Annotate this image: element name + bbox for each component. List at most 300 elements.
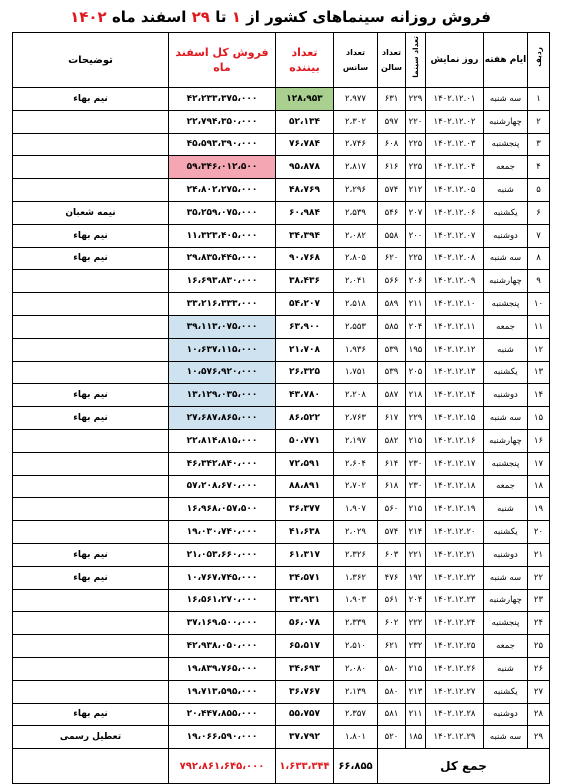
sales-cell: ۴۵،۵۹۳،۳۹۰،۰۰۰ <box>169 133 276 156</box>
sales-cell: ۱۳،۱۲۹،۰۳۵،۰۰۰ <box>169 384 276 407</box>
table-row <box>13 543 550 566</box>
row-number: ۲۱ <box>528 543 550 566</box>
halls-cell: ۶۰۳ <box>378 543 406 566</box>
header-halls: تعداد سالن <box>378 33 406 88</box>
row-number: ۱۸ <box>528 475 550 498</box>
header-row-no: ردیف <box>528 33 550 88</box>
sessions-cell: ۱،۸۰۱ <box>334 726 378 749</box>
sessions-cell: ۲،۲۹۶ <box>334 179 378 202</box>
sessions-cell: ۱،۹۳۶ <box>334 338 378 361</box>
halls-cell: ۶۱۷ <box>378 407 406 430</box>
sessions-cell: ۲،۷۶۳ <box>334 407 378 430</box>
date-cell: ۱۴۰۲.۱۲.۲۸ <box>426 703 484 726</box>
weekday-cell: شنبه <box>484 657 528 680</box>
sales-cell: ۴۲،۲۳۳،۳۷۵،۰۰۰ <box>169 88 276 111</box>
weekday-cell: چهارشنبه <box>484 589 528 612</box>
halls-cell: ۴۷۶ <box>378 566 406 589</box>
cinemas-cell: ۲۲۵ <box>406 133 426 156</box>
notes-cell <box>13 156 169 179</box>
sessions-cell: ۲،۵۱۸ <box>334 293 378 316</box>
viewers-cell: ۹۵،۸۷۸ <box>276 156 334 179</box>
header-date: روز نمایش <box>426 33 484 88</box>
viewers-cell: ۸۸،۸۹۱ <box>276 475 334 498</box>
sales-cell: ۱۰،۶۳۷،۱۱۵،۰۰۰ <box>169 338 276 361</box>
halls-cell: ۵۲۰ <box>378 726 406 749</box>
notes-cell: نیم بهاء <box>13 247 169 270</box>
sales-table <box>12 32 550 784</box>
cinemas-cell: ۲۲۵ <box>406 156 426 179</box>
cinemas-cell: ۲۰۷ <box>406 201 426 224</box>
sessions-cell: ۲،۷۰۲ <box>334 475 378 498</box>
weekday-cell: پنجشنبه <box>484 452 528 475</box>
weekday-cell: دوشنبه <box>484 384 528 407</box>
row-number: ۱۳ <box>528 361 550 384</box>
row-number: ۲۶ <box>528 657 550 680</box>
cinemas-cell: ۲۱۵ <box>406 498 426 521</box>
halls-cell: ۵۷۴ <box>378 521 406 544</box>
date-cell: ۱۴۰۲.۱۲.۱۰ <box>426 293 484 316</box>
sales-cell: ۲۴،۸۰۲،۲۷۵،۰۰۰ <box>169 179 276 202</box>
halls-cell: ۶۲۱ <box>378 635 406 658</box>
halls-cell: ۵۸۲ <box>378 429 406 452</box>
sales-cell: ۵۷،۲۰۸،۶۷۰،۰۰۰ <box>169 475 276 498</box>
weekday-cell: سه شنبه <box>484 247 528 270</box>
halls-cell: ۵۸۰ <box>378 680 406 703</box>
notes-cell <box>13 680 169 703</box>
halls-cell: ۵۶۰ <box>378 498 406 521</box>
notes-cell <box>13 315 169 338</box>
table-row <box>13 521 550 544</box>
sales-cell: ۲۹،۸۳۵،۴۴۵،۰۰۰ <box>169 247 276 270</box>
weekday-cell: جمعه <box>484 475 528 498</box>
date-cell: ۱۴۰۲.۱۲.۱۸ <box>426 475 484 498</box>
weekday-cell: جمعه <box>484 635 528 658</box>
weekday-cell: دوشنبه <box>484 543 528 566</box>
table-row <box>13 635 550 658</box>
weekday-cell: سه شنبه <box>484 726 528 749</box>
weekday-cell: چهارشنبه <box>484 429 528 452</box>
cinemas-cell: ۱۸۵ <box>406 726 426 749</box>
row-number: ۶ <box>528 201 550 224</box>
header-sessions: تعداد سانس <box>334 33 378 88</box>
sessions-cell: ۲،۶۰۴ <box>334 452 378 475</box>
sales-cell: ۱۰،۷۶۷،۷۴۵،۰۰۰ <box>169 566 276 589</box>
cinemas-cell: ۲۱۵ <box>406 429 426 452</box>
cinemas-cell: ۲۲۰ <box>406 110 426 133</box>
row-number: ۲۰ <box>528 521 550 544</box>
row-number: ۲۲ <box>528 566 550 589</box>
table-row <box>13 338 550 361</box>
notes-cell <box>13 361 169 384</box>
table-row <box>13 201 550 224</box>
viewers-cell: ۳۴،۶۹۳ <box>276 657 334 680</box>
date-cell: ۱۴۰۲.۱۲.۱۵ <box>426 407 484 430</box>
notes-cell: تعطیل رسمی <box>13 726 169 749</box>
sessions-cell: ۲،۷۴۶ <box>334 133 378 156</box>
cinemas-cell: ۲۲۹ <box>406 88 426 111</box>
viewers-cell: ۳۳،۹۳۱ <box>276 589 334 612</box>
weekday-cell: یکشنبه <box>484 521 528 544</box>
date-cell: ۱۴۰۲.۱۲.۱۳ <box>426 361 484 384</box>
title-to-day: ۲۹ <box>191 8 210 26</box>
date-cell: ۱۴۰۲.۱۲.۱۶ <box>426 429 484 452</box>
sessions-cell: ۲،۳۲۶ <box>334 543 378 566</box>
cinemas-cell: ۲۱۱ <box>406 293 426 316</box>
viewers-cell: ۹۰،۷۶۸ <box>276 247 334 270</box>
header-total-sales: فروش کل اسفند ماه <box>169 33 276 88</box>
sales-cell: ۱۶،۹۶۸،۰۵۷،۵۰۰ <box>169 498 276 521</box>
date-cell: ۱۴۰۲.۱۲.۱۷ <box>426 452 484 475</box>
sales-cell: ۱۹،۸۳۹،۷۶۵،۰۰۰ <box>169 657 276 680</box>
sales-cell: ۱۶،۶۹۳،۸۳۰،۰۰۰ <box>169 270 276 293</box>
cinemas-cell: ۲۳۲ <box>406 635 426 658</box>
sessions-cell: ۲،۸۰۵ <box>334 247 378 270</box>
halls-cell: ۶۲۰ <box>378 247 406 270</box>
cinemas-cell: ۲۱۱ <box>406 703 426 726</box>
notes-cell <box>13 338 169 361</box>
viewers-cell: ۳۸،۴۳۶ <box>276 270 334 293</box>
row-number: ۱۵ <box>528 407 550 430</box>
table-row <box>13 657 550 680</box>
weekday-cell: سه شنبه <box>484 88 528 111</box>
notes-cell: نیم بهاء <box>13 566 169 589</box>
halls-cell: ۵۸۷ <box>378 384 406 407</box>
weekday-cell: جمعه <box>484 156 528 179</box>
halls-cell: ۶۰۸ <box>378 133 406 156</box>
viewers-cell: ۶۰،۹۸۴ <box>276 201 334 224</box>
date-cell: ۱۴۰۲.۱۲.۲۰ <box>426 521 484 544</box>
date-cell: ۱۴۰۲.۱۲.۰۴ <box>426 156 484 179</box>
halls-cell: ۶۳۱ <box>378 88 406 111</box>
halls-cell: ۵۴۶ <box>378 201 406 224</box>
weekday-cell: پنجشنبه <box>484 293 528 316</box>
table-row <box>13 224 550 247</box>
notes-cell: نیم بهاء <box>13 88 169 111</box>
row-number: ۲۵ <box>528 635 550 658</box>
sales-cell: ۱۶،۵۶۱،۲۷۰،۰۰۰ <box>169 589 276 612</box>
notes-cell <box>13 612 169 635</box>
halls-cell: ۶۱۴ <box>378 452 406 475</box>
sessions-cell: ۱،۷۵۱ <box>334 361 378 384</box>
date-cell: ۱۴۰۲.۱۲.۲۳ <box>426 589 484 612</box>
notes-cell: نیم بهاء <box>13 407 169 430</box>
table-row <box>13 407 550 430</box>
sales-cell: ۳۹،۱۱۳،۰۷۵،۰۰۰ <box>169 315 276 338</box>
viewers-cell: ۳۷،۷۹۲ <box>276 726 334 749</box>
sales-cell: ۳۷،۱۶۹،۵۰۰،۰۰۰ <box>169 612 276 635</box>
notes-cell <box>13 179 169 202</box>
table-row <box>13 384 550 407</box>
viewers-cell: ۵۵،۷۵۷ <box>276 703 334 726</box>
viewers-cell: ۲۶،۳۲۵ <box>276 361 334 384</box>
weekday-cell: پنجشنبه <box>484 133 528 156</box>
row-number: ۷ <box>528 224 550 247</box>
sessions-cell: ۱،۳۶۲ <box>334 566 378 589</box>
date-cell: ۱۴۰۲.۱۲.۱۱ <box>426 315 484 338</box>
sales-cell: ۱۱،۳۲۳،۴۰۵،۰۰۰ <box>169 224 276 247</box>
header-row <box>13 33 550 88</box>
row-number: ۱۶ <box>528 429 550 452</box>
cinemas-cell: ۲۱۵ <box>406 657 426 680</box>
viewers-cell: ۶۳،۹۰۰ <box>276 315 334 338</box>
halls-cell: ۵۸۱ <box>378 703 406 726</box>
sessions-cell: ۲،۳۳۹ <box>334 612 378 635</box>
notes-cell: نیم بهاء <box>13 703 169 726</box>
halls-cell: ۵۸۹ <box>378 293 406 316</box>
viewers-cell: ۴۱،۶۳۸ <box>276 521 334 544</box>
weekday-cell: شنبه <box>484 338 528 361</box>
table-row <box>13 703 550 726</box>
row-number: ۲۳ <box>528 589 550 612</box>
notes-cell <box>13 498 169 521</box>
date-cell: ۱۴۰۲.۱۲.۰۵ <box>426 179 484 202</box>
page-title <box>0 8 561 26</box>
sessions-cell: ۲،۹۷۷ <box>334 88 378 111</box>
cinemas-cell: ۲۰۵ <box>406 361 426 384</box>
title-suffix: اسفند ماه <box>111 8 187 26</box>
cinemas-cell: ۲۳۰ <box>406 475 426 498</box>
cinemas-cell: ۲۱۲ <box>406 179 426 202</box>
header-weekday: ایام هفته <box>484 33 528 88</box>
header-notes: توضیحات <box>13 33 169 88</box>
halls-cell: ۵۸۰ <box>378 657 406 680</box>
title-from-day: ۱ <box>231 8 241 26</box>
table-row <box>13 726 550 749</box>
notes-cell <box>13 429 169 452</box>
weekday-cell: سه شنبه <box>484 407 528 430</box>
notes-cell <box>13 657 169 680</box>
cinemas-cell: ۲۰۴ <box>406 315 426 338</box>
halls-cell: ۶۱۶ <box>378 156 406 179</box>
date-cell: ۱۴۰۲.۱۲.۰۲ <box>426 110 484 133</box>
row-number: ۵ <box>528 179 550 202</box>
sales-cell: ۱۰،۵۷۶،۹۲۰،۰۰۰ <box>169 361 276 384</box>
sessions-cell: ۲،۳۰۲ <box>334 110 378 133</box>
table-row <box>13 452 550 475</box>
viewers-cell: ۱۲۸،۹۵۳ <box>276 88 334 111</box>
cinemas-cell: ۲۳۰ <box>406 452 426 475</box>
title-year: ۱۴۰۲ <box>70 8 107 26</box>
sessions-cell: ۲،۵۱۰ <box>334 635 378 658</box>
cinemas-cell: ۲۱۸ <box>406 384 426 407</box>
notes-cell <box>13 110 169 133</box>
notes-cell <box>13 452 169 475</box>
row-number: ۲۴ <box>528 612 550 635</box>
sessions-cell: ۱،۹۰۳ <box>334 589 378 612</box>
row-number: ۳ <box>528 133 550 156</box>
cinemas-cell: ۲۲۱ <box>406 543 426 566</box>
cinemas-cell: ۲۰۶ <box>406 270 426 293</box>
weekday-cell: سه شنبه <box>484 566 528 589</box>
row-number: ۲ <box>528 110 550 133</box>
viewers-cell: ۸۶،۵۲۲ <box>276 407 334 430</box>
sales-cell: ۲۲،۷۹۴،۳۵۰،۰۰۰ <box>169 110 276 133</box>
viewers-cell: ۲۱،۷۰۸ <box>276 338 334 361</box>
notes-cell <box>13 475 169 498</box>
cinemas-cell: ۲۲۵ <box>406 247 426 270</box>
date-cell: ۱۴۰۲.۱۲.۰۸ <box>426 247 484 270</box>
table-row <box>13 110 550 133</box>
date-cell: ۱۴۰۲.۱۲.۲۵ <box>426 635 484 658</box>
weekday-cell: پنجشنبه <box>484 612 528 635</box>
row-number: ۲۹ <box>528 726 550 749</box>
date-cell: ۱۴۰۲.۱۲.۰۳ <box>426 133 484 156</box>
table-row <box>13 429 550 452</box>
weekday-cell: چهارشنبه <box>484 110 528 133</box>
halls-cell: ۵۳۹ <box>378 361 406 384</box>
viewers-cell: ۵۲،۱۳۴ <box>276 110 334 133</box>
halls-cell: ۵۷۴ <box>378 179 406 202</box>
notes-cell: نیم بهاء <box>13 224 169 247</box>
viewers-cell: ۳۴،۵۷۱ <box>276 566 334 589</box>
date-cell: ۱۴۰۲.۱۲.۲۲ <box>426 566 484 589</box>
row-number: ۱۷ <box>528 452 550 475</box>
cinemas-cell: ۲۲۹ <box>406 407 426 430</box>
cinemas-cell: ۲۱۳ <box>406 680 426 703</box>
total-notes <box>13 749 169 784</box>
sales-cell: ۳۵،۲۵۹،۰۷۵،۰۰۰ <box>169 201 276 224</box>
title-prefix: فروش روزانه سینماهای کشور از <box>246 8 491 26</box>
header-cinemas: تعداد سینما <box>406 33 426 88</box>
sales-cell: ۴۶،۳۴۲،۸۴۰،۰۰۰ <box>169 452 276 475</box>
date-cell: ۱۴۰۲.۱۲.۱۴ <box>426 384 484 407</box>
table-body <box>13 88 550 749</box>
sessions-cell: ۲،۰۸۰ <box>334 657 378 680</box>
date-cell: ۱۴۰۲.۱۲.۲۷ <box>426 680 484 703</box>
weekday-cell: شنبه <box>484 498 528 521</box>
sales-cell: ۳۳،۲۱۶،۳۳۳،۰۰۰ <box>169 293 276 316</box>
viewers-cell: ۳۶،۳۷۷ <box>276 498 334 521</box>
viewers-cell: ۵۰،۷۷۱ <box>276 429 334 452</box>
weekday-cell: جمعه <box>484 315 528 338</box>
cinemas-cell: ۱۹۲ <box>406 566 426 589</box>
halls-cell: ۵۶۶ <box>378 270 406 293</box>
notes-cell <box>13 270 169 293</box>
table-row <box>13 315 550 338</box>
table-row <box>13 88 550 111</box>
notes-cell: نیمه شعبان <box>13 201 169 224</box>
table-row <box>13 293 550 316</box>
weekday-cell: یکشنبه <box>484 201 528 224</box>
sessions-cell: ۲،۱۳۹ <box>334 680 378 703</box>
total-label: جمع کل <box>378 749 550 784</box>
row-number: ۹ <box>528 270 550 293</box>
sessions-cell: ۲،۱۹۷ <box>334 429 378 452</box>
sessions-cell: ۲،۲۰۸ <box>334 384 378 407</box>
date-cell: ۱۴۰۲.۱۲.۰۹ <box>426 270 484 293</box>
sales-cell: ۲۷،۶۸۷،۸۶۵،۰۰۰ <box>169 407 276 430</box>
row-number: ۱۴ <box>528 384 550 407</box>
total-row <box>13 749 550 784</box>
notes-cell: نیم بهاء <box>13 543 169 566</box>
table-row <box>13 179 550 202</box>
table-row <box>13 156 550 179</box>
sales-cell: ۲۰،۴۴۷،۸۵۵،۰۰۰ <box>169 703 276 726</box>
cinemas-cell: ۲۰۰ <box>406 224 426 247</box>
sales-cell: ۲۲،۸۱۴،۸۱۵،۰۰۰ <box>169 429 276 452</box>
table-row <box>13 498 550 521</box>
viewers-cell: ۵۶،۰۷۸ <box>276 612 334 635</box>
table-row <box>13 133 550 156</box>
date-cell: ۱۴۰۲.۱۲.۰۶ <box>426 201 484 224</box>
sessions-cell: ۲،۳۵۷ <box>334 703 378 726</box>
sales-cell: ۵۹،۳۴۶،۰۱۲،۵۰۰ <box>169 156 276 179</box>
table-row <box>13 475 550 498</box>
notes-cell <box>13 521 169 544</box>
date-cell: ۱۴۰۲.۱۲.۲۴ <box>426 612 484 635</box>
table-row <box>13 270 550 293</box>
sales-cell: ۲۱،۰۵۳،۶۶۰،۰۰۰ <box>169 543 276 566</box>
notes-cell <box>13 293 169 316</box>
sessions-cell: ۲،۸۱۷ <box>334 156 378 179</box>
sessions-cell: ۲،۵۳۹ <box>334 201 378 224</box>
viewers-cell: ۷۶،۷۸۴ <box>276 133 334 156</box>
date-cell: ۱۴۰۲.۱۲.۲۶ <box>426 657 484 680</box>
cinemas-cell: ۲۲۲ <box>406 612 426 635</box>
notes-cell: نیم بهاء <box>13 384 169 407</box>
row-number: ۸ <box>528 247 550 270</box>
date-cell: ۱۴۰۲.۱۲.۰۱ <box>426 88 484 111</box>
viewers-cell: ۳۶،۷۶۷ <box>276 680 334 703</box>
sales-cell: ۱۹،۰۶۶،۵۹۰،۰۰۰ <box>169 726 276 749</box>
total-sessions: ۶۶،۸۵۵ <box>334 749 378 784</box>
table-row <box>13 612 550 635</box>
weekday-cell: شنبه <box>484 179 528 202</box>
total-sales: ۷۹۲،۸۶۱،۶۴۵،۰۰۰ <box>169 749 276 784</box>
row-number: ۱ <box>528 88 550 111</box>
weekday-cell: دوشنبه <box>484 703 528 726</box>
viewers-cell: ۴۳،۷۸۰ <box>276 384 334 407</box>
notes-cell <box>13 635 169 658</box>
table-row <box>13 361 550 384</box>
date-cell: ۱۴۰۲.۱۲.۰۷ <box>426 224 484 247</box>
sessions-cell: ۲،۰۲۹ <box>334 521 378 544</box>
row-number: ۱۰ <box>528 293 550 316</box>
cinemas-cell: ۲۰۴ <box>406 589 426 612</box>
row-number: ۲۸ <box>528 703 550 726</box>
total-viewers: ۱،۶۳۳،۳۴۴ <box>276 749 334 784</box>
cinemas-cell: ۲۱۴ <box>406 521 426 544</box>
row-number: ۱۲ <box>528 338 550 361</box>
row-number: ۴ <box>528 156 550 179</box>
table-row <box>13 680 550 703</box>
sessions-cell: ۱،۹۰۷ <box>334 498 378 521</box>
sessions-cell: ۲،۵۵۳ <box>334 315 378 338</box>
row-number: ۱۹ <box>528 498 550 521</box>
date-cell: ۱۴۰۲.۱۲.۱۲ <box>426 338 484 361</box>
date-cell: ۱۴۰۲.۱۲.۲۱ <box>426 543 484 566</box>
sessions-cell: ۲،۰۴۱ <box>334 270 378 293</box>
title-to-word: تا <box>215 8 227 26</box>
date-cell: ۱۴۰۲.۱۲.۲۹ <box>426 726 484 749</box>
weekday-cell: یکشنبه <box>484 680 528 703</box>
notes-cell <box>13 589 169 612</box>
sales-cell: ۴۲،۹۳۸،۰۵۰،۰۰۰ <box>169 635 276 658</box>
date-cell: ۱۴۰۲.۱۲.۱۹ <box>426 498 484 521</box>
sales-cell: ۱۹،۷۱۳،۵۹۵،۰۰۰ <box>169 680 276 703</box>
weekday-cell: چهارشنبه <box>484 270 528 293</box>
weekday-cell: دوشنبه <box>484 224 528 247</box>
row-number: ۱۱ <box>528 315 550 338</box>
viewers-cell: ۶۱،۳۱۷ <box>276 543 334 566</box>
halls-cell: ۶۰۲ <box>378 612 406 635</box>
sales-cell: ۱۹،۰۳۰،۷۴۰،۰۰۰ <box>169 521 276 544</box>
header-viewers: تعداد بیننده <box>276 33 334 88</box>
halls-cell: ۵۶۱ <box>378 589 406 612</box>
halls-cell: ۵۳۹ <box>378 338 406 361</box>
halls-cell: ۵۵۸ <box>378 224 406 247</box>
sessions-cell: ۲،۰۸۲ <box>334 224 378 247</box>
